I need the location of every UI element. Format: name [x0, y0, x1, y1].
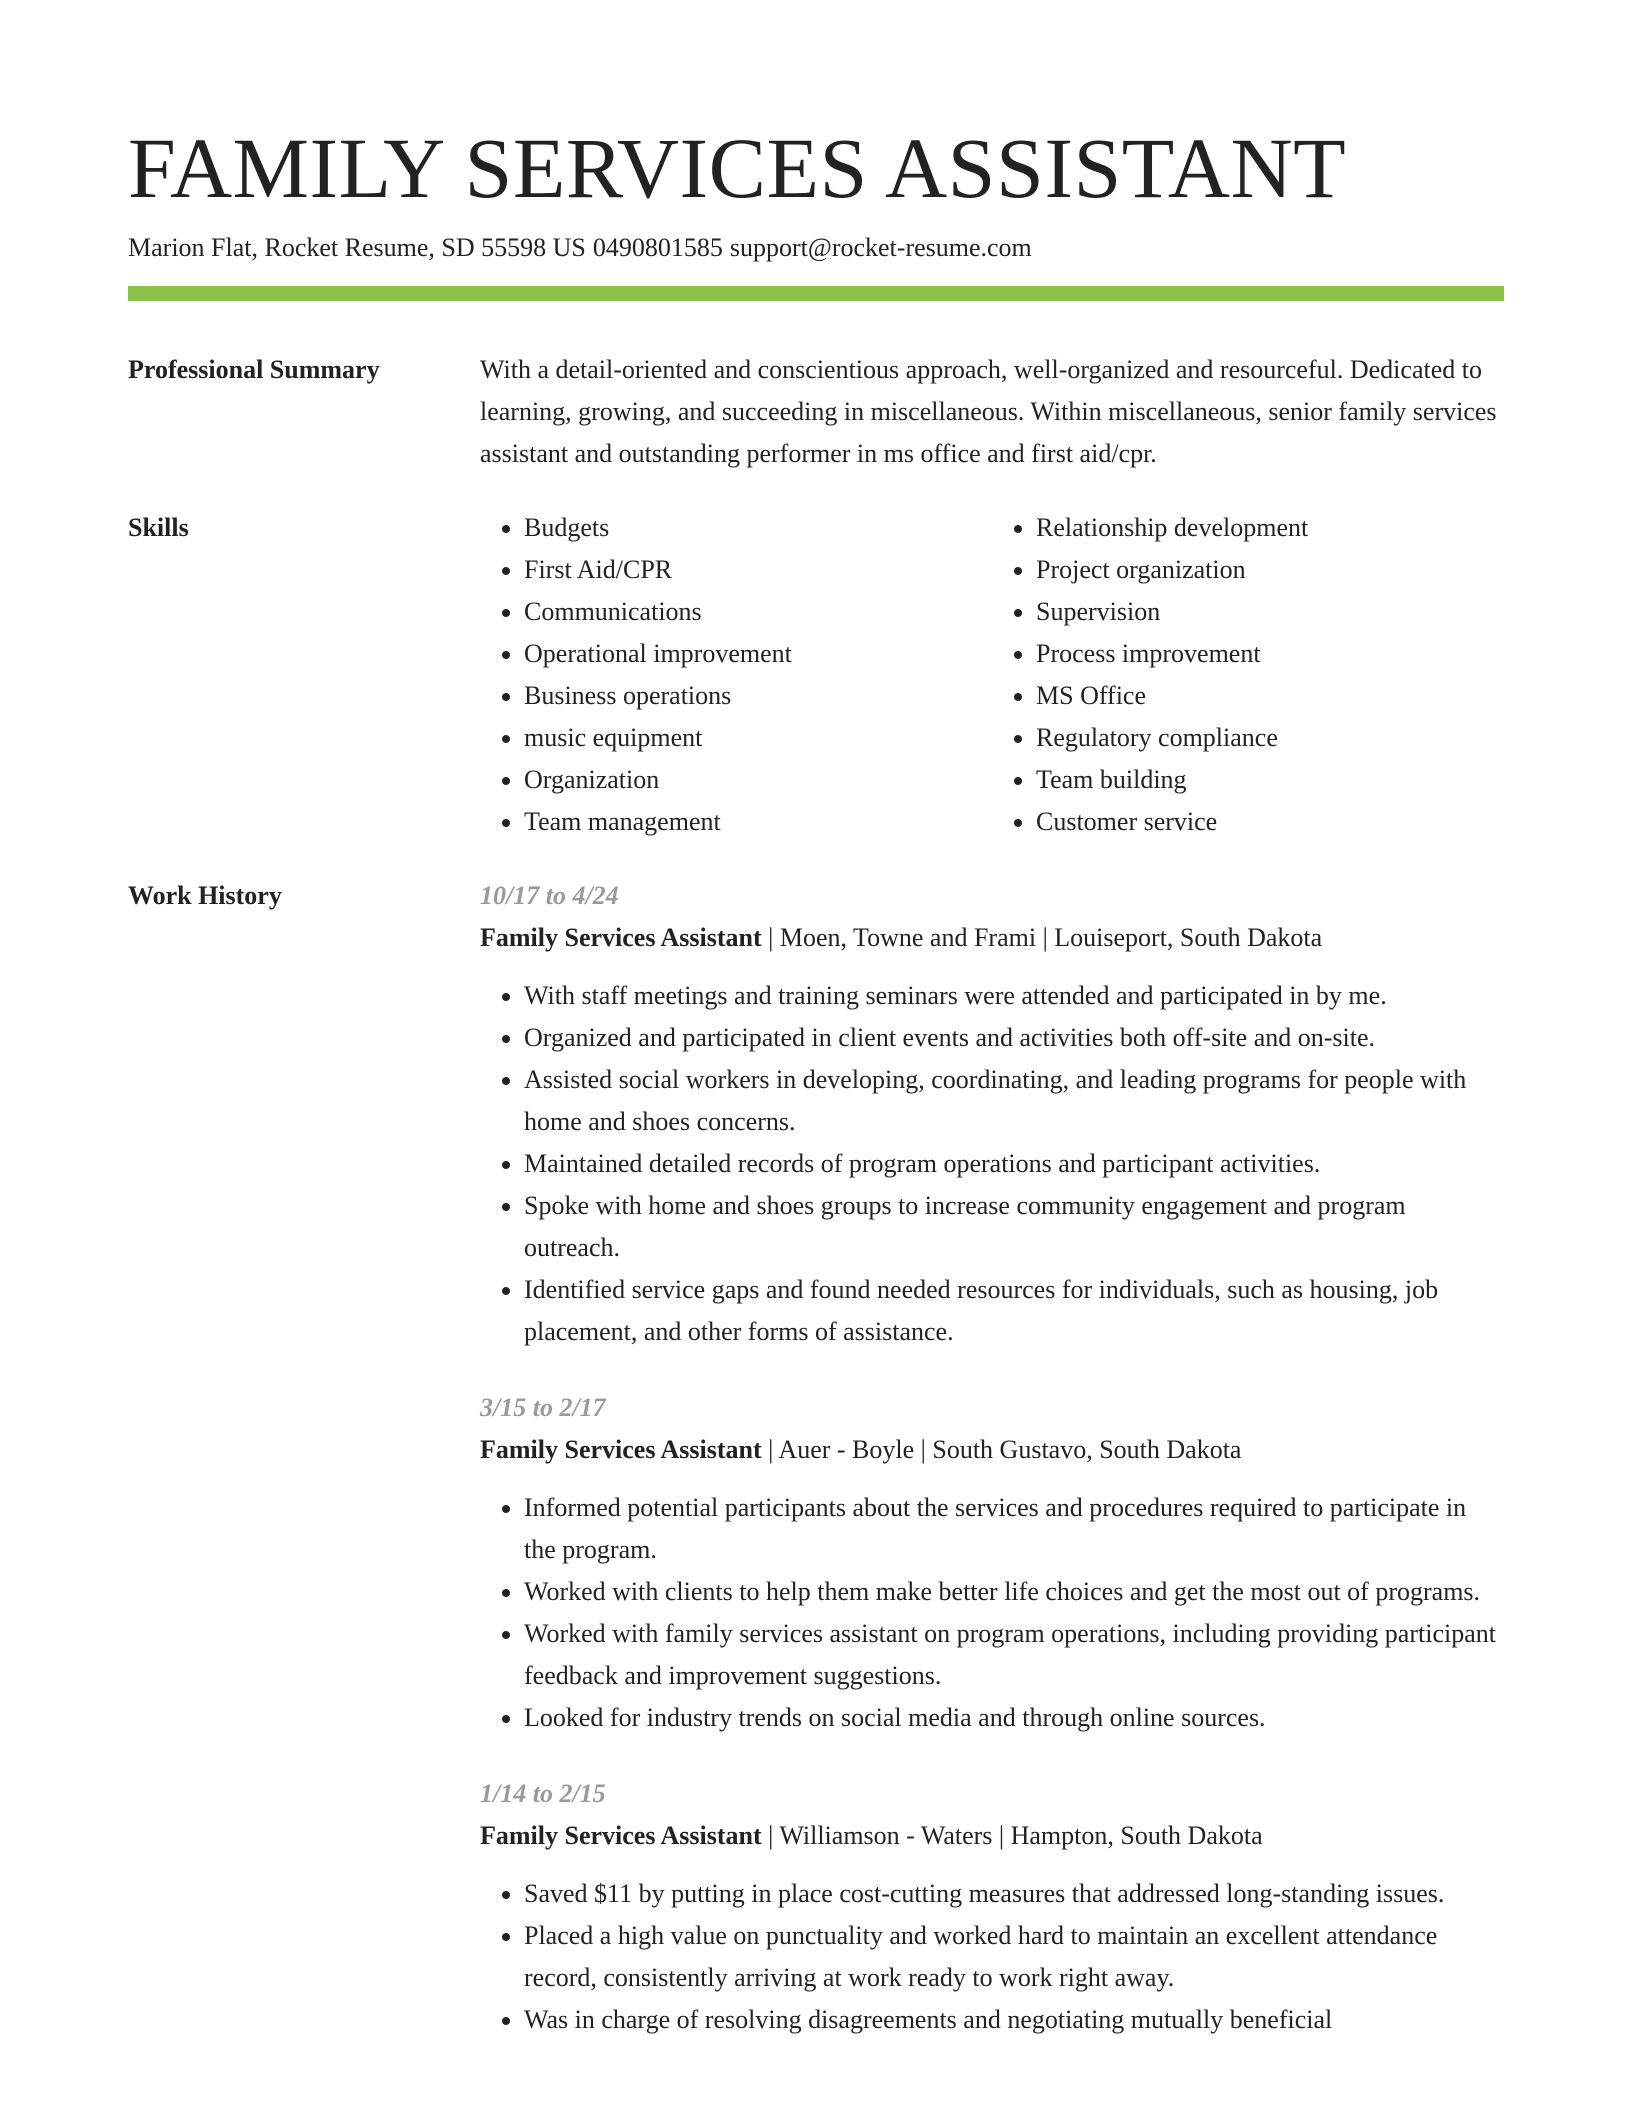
contact-phone: 0490801585 [592, 233, 723, 262]
skills-list-right [992, 507, 1504, 843]
skill-item: • Process improvement [1036, 633, 1504, 675]
contact-email: support@rocket-resume.com [729, 233, 1032, 262]
job-bullet: • Placed a high value on punctuality and worked hard to maintain an excellent attendance record, consistently arriving at work ready to work right away. [524, 1915, 1504, 1999]
skill-item: • Team management [524, 801, 992, 843]
summary-body [480, 349, 1504, 475]
skill-item: • MS Office [1036, 675, 1504, 717]
job-title: Family Services Assistant [480, 1821, 762, 1850]
skill-item: • Relationship development [1036, 507, 1504, 549]
skills-body [480, 507, 1504, 843]
job-bullets [480, 975, 1504, 1353]
contact-address: Marion Flat, Rocket Resume, SD 55598 US [128, 233, 586, 262]
work-history-heading: Work History [128, 881, 282, 910]
job-bullet: • Looked for industry trends on social media and through online sources. [524, 1697, 1504, 1739]
skill-item: • Project organization [1036, 549, 1504, 591]
job-bullet: • Spoke with home and shoes groups to increase community engagement and program outreach. [524, 1185, 1504, 1269]
job-entry [480, 1387, 1504, 1739]
job-bullet: • Assisted social workers in developing, coordinating, and leading programs for people with home and shoes concerns. [524, 1059, 1504, 1143]
job-employer-location: | Auer - Boyle | South Gustavo, South Dakota [761, 1435, 1242, 1464]
job-bullet: • Worked with clients to help them make better life choices and get the most out of programs. [524, 1571, 1504, 1613]
job-bullet: • Maintained detailed records of program operations and participant activities. [524, 1143, 1504, 1185]
skill-item: • Regulatory compliance [1036, 717, 1504, 759]
skills-columns [480, 507, 1504, 843]
job-employer-location: | Moen, Towne and Frami | Louiseport, South Dakota [761, 923, 1323, 952]
work-history-body [480, 875, 1504, 2075]
job-dates: 3/15 to 2/17 [480, 1393, 606, 1422]
skill-item: • Team building [1036, 759, 1504, 801]
job-bullet: • Worked with family services assistant on program operations, including providing participant feedback and improvement suggestions. [524, 1613, 1504, 1697]
skill-item: • Operational improvement [524, 633, 992, 675]
skill-item: • music equipment [524, 717, 992, 759]
job-entry [480, 875, 1504, 1353]
skill-item: • First Aid/CPR [524, 549, 992, 591]
job-dates: 1/14 to 2/15 [480, 1779, 606, 1808]
job-dates: 10/17 to 4/24 [480, 881, 619, 910]
job-employer-location: | Williamson - Waters | Hampton, South Dakota [761, 1821, 1263, 1850]
job-title: Family Services Assistant [480, 923, 762, 952]
contact-line [128, 230, 1039, 266]
job-bullet: • Saved $11 by putting in place cost-cutting measures that addressed long-standing issues. [524, 1873, 1504, 1915]
job-entry [480, 1773, 1504, 2041]
job-heading [480, 1815, 1504, 1857]
job-bullets [480, 1873, 1504, 2041]
job-bullet: • Identified service gaps and found needed resources for individuals, such as housing, job placement, and other forms of assistance. [524, 1269, 1504, 1353]
skill-item: • Customer service [1036, 801, 1504, 843]
job-bullet: • Was in charge of resolving disagreements and negotiating mutually beneficial [524, 1999, 1504, 2041]
job-bullets [480, 1487, 1504, 1739]
skill-item: • Communications [524, 591, 992, 633]
skill-item: • Organization [524, 759, 992, 801]
job-title: Family Services Assistant [480, 1435, 762, 1464]
skills-heading: Skills [128, 513, 189, 542]
job-bullet: • Organized and participated in client events and activities both off-site and on-site. [524, 1017, 1504, 1059]
skill-item: • Business operations [524, 675, 992, 717]
header-divider [128, 286, 1504, 301]
skill-item: • Supervision [1036, 591, 1504, 633]
summary-text: With a detail-oriented and conscientious approach, well-organized and resourceful. Dedicated to learning, growing, and succeeding in miscellaneous. Within miscellaneous, senior family services assistant and outstanding performer in ms office and first aid/cpr. [480, 355, 1497, 468]
resume-name: FAMILY SERVICES ASSISTANT [128, 120, 1347, 216]
skills-list-left [480, 507, 992, 843]
skill-item: • Budgets [524, 507, 992, 549]
job-bullet: • With staff meetings and training seminars were attended and participated in by me. [524, 975, 1504, 1017]
summary-heading: Professional Summary [128, 355, 380, 384]
job-heading [480, 1429, 1504, 1471]
job-bullet: • Informed potential participants about the services and procedures required to participate in the program. [524, 1487, 1504, 1571]
job-heading [480, 917, 1504, 959]
